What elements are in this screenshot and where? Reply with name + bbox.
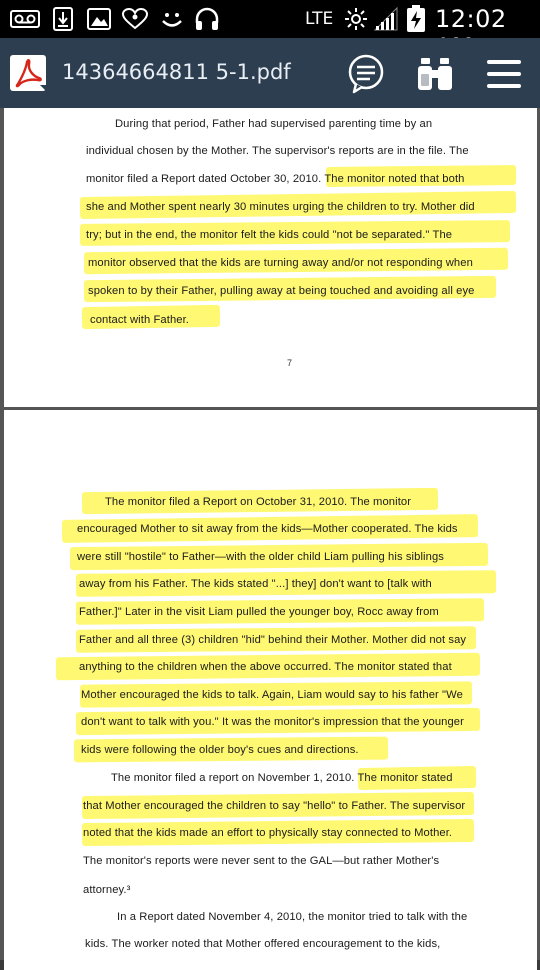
pdf-page-8 xyxy=(4,410,537,970)
text-line: monitor filed a Report dated October 30, 2010. The monitor noted that both xyxy=(86,173,465,185)
battery-charging-icon xyxy=(405,7,427,31)
text-line: attorney.³ xyxy=(83,884,131,896)
comment-button[interactable] xyxy=(346,54,386,94)
text-line: spoken to by their Father, pulling away at being touched and avoiding all eye xyxy=(88,285,475,297)
adobe-pdf-icon[interactable] xyxy=(10,55,46,91)
text-line: Father and all three (3) children "hid" behind their Mother. Mother did not say xyxy=(79,634,467,646)
text-line: anything to the children when the above occurred. The monitor stated that xyxy=(79,661,452,673)
text-line: kids. The worker noted that Mother offered encouragement to the kids, xyxy=(85,938,441,950)
text-line: kids were following the older boy's cues and directions. xyxy=(81,744,359,756)
smiley-icon xyxy=(158,7,186,31)
iheart-icon xyxy=(120,7,150,31)
text-line: In a Report dated November 4, 2010, the monitor tried to talk with the xyxy=(117,911,468,923)
text-line: noted that the kids made an effort to physically stay connected to Mother. xyxy=(83,827,453,839)
text-line: she and Mother spent nearly 30 minutes urging the children to try. Mother did xyxy=(86,201,475,213)
text-line: contact with Father. xyxy=(90,314,190,326)
status-bar xyxy=(0,0,540,38)
download-icon xyxy=(50,7,76,31)
text-line: were still "hostile" to Father—with the older child Liam pulling his siblings xyxy=(77,551,444,563)
menu-button[interactable] xyxy=(486,54,526,94)
voicemail-icon xyxy=(8,7,42,31)
text-line: don't want to talk with you." It was the monitor's impression that the younger xyxy=(81,716,464,728)
text-line: Mother encouraged the kids to talk. Again, Liam would say to his father "We xyxy=(81,689,463,701)
text-line: individual chosen by the Mother. The supervisor's reports are in the file. The xyxy=(86,145,469,157)
text-line: try; but in the end, the monitor felt the kids could "not be separated." The xyxy=(86,229,453,241)
text-line: that Mother encouraged the children to say "hello" to Father. The supervisor xyxy=(83,800,466,812)
text-line: away from his Father. The kids stated "...] they] don't want to [talk with xyxy=(79,578,432,590)
text-line: The monitor filed a report on November 1, 2010. The monitor stated xyxy=(111,772,453,784)
app-toolbar xyxy=(0,38,540,108)
search-button[interactable] xyxy=(415,54,455,94)
text-line: The monitor's reports were never sent to the GAL—but rather Mother's xyxy=(83,855,440,867)
headphones-icon xyxy=(193,7,221,31)
menu-icon xyxy=(486,81,526,98)
brightness-icon xyxy=(343,7,369,31)
pdf-viewer[interactable] xyxy=(0,108,540,960)
text-line: Father.]" Later in the visit Liam pulled the younger boy, Rocc away from xyxy=(79,606,439,618)
clock: 12:02 xyxy=(435,5,507,33)
text-line: The monitor filed a Report on October 31, 2010. The monitor xyxy=(105,496,412,508)
pdf-page-7 xyxy=(4,108,537,407)
document-title: 14364664811 5-1.pdf xyxy=(62,60,291,84)
gallery-icon xyxy=(86,7,112,31)
network-type: LTE xyxy=(305,9,334,29)
page-number: 7 xyxy=(287,358,293,368)
text-line: monitor observed that the kids are turning away and/or not responding when xyxy=(88,257,473,269)
signal-icon xyxy=(372,7,400,31)
text-line: During that period, Father had supervised parenting time by an xyxy=(115,118,433,130)
binoculars-search-icon xyxy=(415,81,455,98)
comment-icon xyxy=(346,81,386,98)
text-line: encouraged Mother to sit away from the kids—Mother cooperated. The kids xyxy=(77,523,458,535)
